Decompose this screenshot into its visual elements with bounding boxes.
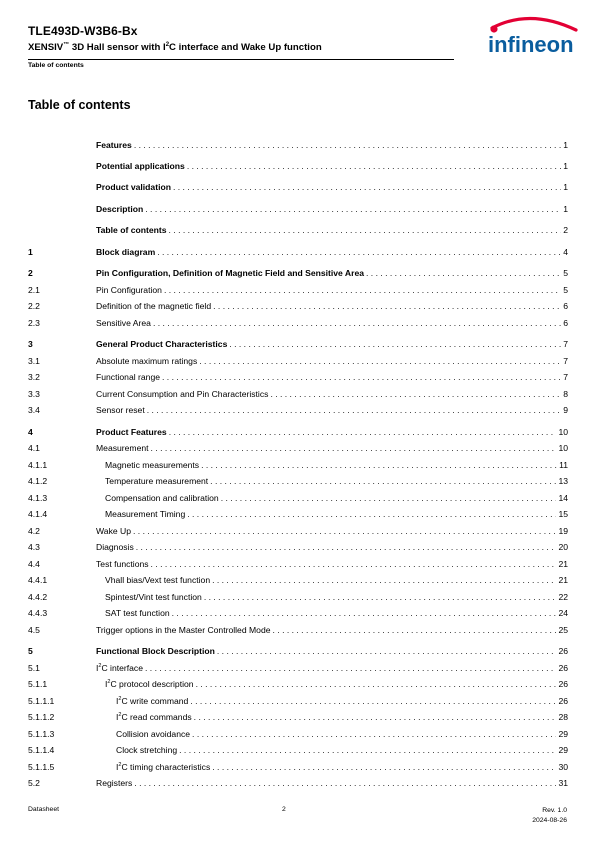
footer-page-number: 2 [282,806,286,813]
footer-date: 2024-08-26 [532,816,567,824]
toc-entry[interactable] [28,355,568,367]
toc-entry-number: 4.4.2 [28,592,48,602]
toc-entry-number: 3.3 [28,389,40,399]
toc-entry-page: 1 [563,182,568,192]
toc-entry-number: 5.1.1 [28,679,48,689]
toc-entry-page: 11 [559,460,568,470]
running-section-label: Table of contents [28,62,84,69]
toc-entry[interactable] [28,246,568,258]
toc-entry[interactable] [28,761,568,773]
toc-leader-dots [199,355,561,367]
toc-entry-title: Description [96,204,144,214]
toc-entry[interactable] [28,181,568,193]
toc-entry-number: 3.1 [28,356,40,366]
toc-entry-title: Spintest/Vint test function [105,592,202,602]
toc-leader-dots [147,404,561,416]
toc-entry-title: Trigger options in the Master Controlled Mode [96,625,271,635]
toc-entry[interactable] [28,475,568,487]
toc-entry-page: 15 [558,509,568,519]
toc-entry-title: Collision avoidance [116,729,191,739]
toc-entry-number: 4.3 [28,542,40,552]
toc-leader-dots [366,267,561,279]
toc-entry-page: 9 [563,405,568,415]
toc-entry-page: 25 [558,625,568,635]
toc-leader-dots [136,541,557,553]
toc-entry-page: 7 [563,372,568,382]
toc-entry-page: 10 [558,427,568,437]
toc-entry-number: 4.1.4 [28,509,48,519]
toc-entry[interactable] [28,624,568,636]
toc-entry-title: $I^2C$ protocol description [105,679,194,689]
toc-entry[interactable] [28,203,568,215]
toc-entry-title: General Product Characteristics [96,339,228,349]
toc-entry-number: 3.2 [28,372,40,382]
toc-leader-dots [204,591,557,603]
document-title: TLE493D-W3B6-Bx [28,24,138,38]
toc-entry[interactable] [28,300,568,312]
toc-entry-page: 14 [558,493,568,503]
toc-leader-dots [133,525,556,537]
toc-entry-title: Table of contents [96,225,167,235]
infineon-logo [480,12,586,64]
toc-entry[interactable] [28,558,568,570]
toc-entry[interactable] [28,662,568,674]
toc-leader-dots [173,181,561,193]
toc-entry-number: 5.1.1.2 [28,712,55,722]
toc-entry-page: 8 [563,389,568,399]
toc-leader-dots [169,426,557,438]
toc-entry-title: Current Consumption and Pin Characteristics [96,389,269,399]
toc-entry-page: 10 [558,443,568,453]
toc-leader-dots [270,388,561,400]
toc-entry-page: 6 [563,318,568,328]
toc-entry-page: 19 [558,526,568,536]
toc-entry-page: 24 [558,608,568,618]
toc-entry-title: Pin Configuration [96,285,162,295]
toc-leader-dots [212,761,556,773]
toc-entry-page: 26 [558,646,568,656]
toc-entry-number: 2.1 [28,285,40,295]
toc-leader-dots [134,777,556,789]
toc-leader-dots [187,508,556,520]
toc-leader-dots [169,224,562,236]
toc-entry-number: 4.4.1 [28,575,48,585]
toc-leader-dots [162,371,561,383]
toc-entry-number: 2 [28,268,33,278]
footer-doc-type: Datasheet [28,806,59,813]
toc-entry[interactable] [28,574,568,586]
toc-entry-title: Clock stretching [116,745,178,755]
toc-entry-title: Sensitive Area [96,318,151,328]
toc-leader-dots [217,645,557,657]
toc-leader-dots [210,475,556,487]
toc-entry-title: Diagnosis [96,542,134,552]
footer-revision [500,806,567,825]
toc-entry-number: 5.1.1.4 [28,745,55,755]
toc-entry-page: 1 [563,204,568,214]
toc-entry-page: 28 [558,712,568,722]
toc-entry-page: 20 [558,542,568,552]
toc-entry-page: 26 [558,696,568,706]
toc-heading: Table of contents [28,98,131,112]
toc-entry-page: 21 [558,575,568,585]
toc-leader-dots [157,246,561,258]
toc-entry-title: Measurement [96,443,149,453]
toc-entry-page: 1 [563,140,568,150]
toc-entry-title: Definition of the magnetic field [96,301,212,311]
toc-leader-dots [229,338,561,350]
toc-entry[interactable] [28,404,568,416]
toc-entry-title: Functional range [96,372,161,382]
toc-entry-number: 2.2 [28,301,40,311]
toc-entry-title: Magnetic measurements [105,460,200,470]
toc-entry-number: 3 [28,339,33,349]
toc-entry[interactable] [28,591,568,603]
toc-entry[interactable] [28,541,568,553]
toc-entry-page: 4 [563,247,568,257]
toc-entry[interactable] [28,371,568,383]
toc-entry[interactable] [28,284,568,296]
toc-leader-dots [212,574,556,586]
toc-entry-page: 1 [563,161,568,171]
toc-entry[interactable] [28,607,568,619]
toc-entry-title: Product validation [96,182,171,192]
toc-entry-title: Block diagram [96,247,156,257]
toc-leader-dots [179,744,556,756]
toc-entry[interactable] [28,224,568,236]
toc-entry-number: 5 [28,646,33,656]
toc-leader-dots [164,284,561,296]
toc-leader-dots [194,711,557,723]
toc-entry-title: Test functions [96,559,149,569]
toc-entry-title: Pin Configuration, Definition of Magnetic Field and Sensitive Area [96,268,365,278]
toc-entry[interactable] [28,525,568,537]
toc-entry-number: 4.1.3 [28,493,48,503]
toc-leader-dots [192,728,556,740]
toc-entry-title: $I^2C$ write command [116,696,189,706]
toc-entry[interactable] [28,426,568,438]
toc-entry-title: Vhall bias/Vext test function [105,575,211,585]
logo-arc [492,18,576,30]
toc-entry-page: 7 [563,339,568,349]
toc-entry[interactable] [28,645,568,657]
toc-entry[interactable] [28,388,568,400]
toc-leader-dots [201,459,557,471]
toc-entry-page: 2 [563,225,568,235]
toc-entry-page: 30 [558,762,568,772]
toc-entry[interactable] [28,678,568,690]
toc-entry-page: 29 [558,745,568,755]
toc-entry-number: 4.1.1 [28,460,48,470]
toc-entry[interactable] [28,338,568,350]
toc-leader-dots [190,695,556,707]
toc-entry-page: 26 [558,679,568,689]
toc-entry-title: Product Features [96,427,167,437]
toc-entry-page: 21 [558,559,568,569]
toc-entry-number: 4.4 [28,559,40,569]
toc-entry-title: Registers [96,778,133,788]
toc-entry[interactable] [28,459,568,471]
toc-entry[interactable] [28,777,568,789]
toc-leader-dots [151,442,557,454]
toc-entry-page: 29 [558,729,568,739]
toc-entry-title: $I^2C$ timing characteristics [116,762,211,772]
toc-entry[interactable] [28,492,568,504]
toc-leader-dots [134,139,561,151]
header-divider [28,59,454,60]
toc-entry-number: 2.3 [28,318,40,328]
toc-entry-number: 4.4.3 [28,608,48,618]
toc-entry-title: Sensor reset [96,405,145,415]
toc-leader-dots [221,492,557,504]
toc-leader-dots [145,203,561,215]
toc-entry[interactable] [28,139,568,151]
footer-rev: Rev. 1.0 [542,807,567,814]
toc-leader-dots [153,317,561,329]
toc-entry-page: 5 [563,268,568,278]
toc-entry-number: 5.1.1.5 [28,762,55,772]
toc-entry-number: 5.1.1.3 [28,729,55,739]
toc-entry-page: 7 [563,356,568,366]
logo-wordmark: infineon [488,32,574,57]
toc-leader-dots [196,678,557,690]
toc-leader-dots [151,558,557,570]
toc-entry-title: Functional Block Description [96,646,215,656]
toc-entry[interactable] [28,508,568,520]
toc-entry[interactable] [28,728,568,740]
toc-entry-page: 5 [563,285,568,295]
toc-leader-dots [213,300,561,312]
toc-entry-number: 5.1 [28,663,40,673]
toc-leader-dots [273,624,557,636]
toc-entry-page: 31 [558,778,568,788]
toc-entry-title: Features [96,140,132,150]
toc-entry-page: 13 [558,476,568,486]
toc-entry[interactable] [28,711,568,723]
document-subtitle: XENSIV™ 3D Hall sensor with $I^2C$ interface and Wake Up function [28,42,322,54]
toc-entry-page: 22 [558,592,568,602]
toc-entry[interactable] [28,442,568,454]
toc-entry-number: 4.5 [28,625,40,635]
toc-entry-title: SAT test function [105,608,170,618]
toc-entry-number: 4 [28,427,33,437]
toc-entry-page: 26 [558,663,568,673]
document-header [28,24,454,53]
toc-entry-number: 5.1.1.1 [28,696,55,706]
toc-entry[interactable] [28,744,568,756]
toc-entry-title: Measurement Timing [105,509,186,519]
toc-entry-title: Wake Up [96,526,132,536]
toc-entry-number: 4.2 [28,526,40,536]
toc-entry-title: $I^2C$ interface [96,663,144,673]
toc-entry-title: Absolute maximum ratings [96,356,198,366]
toc-entry-title: Compensation and calibration [105,493,219,503]
toc-entry-number: 4.1.2 [28,476,48,486]
toc-entry-number: 3.4 [28,405,40,415]
toc-entry[interactable] [28,267,568,279]
toc-entry[interactable] [28,160,568,172]
toc-entry-page: 6 [563,301,568,311]
toc-leader-dots [187,160,561,172]
toc-entry-number: 4.1 [28,443,40,453]
toc-entry-number: 1 [28,247,33,257]
toc-entry[interactable] [28,695,568,707]
toc-entry-title: $I^2C$ read commands [116,712,192,722]
toc-entry-title: Temperature measurement [105,476,209,486]
toc-entry[interactable] [28,317,568,329]
toc-leader-dots [145,662,556,674]
toc-leader-dots [172,607,557,619]
toc-entry-number: 5.2 [28,778,40,788]
toc-entry-title: Potential applications [96,161,185,171]
